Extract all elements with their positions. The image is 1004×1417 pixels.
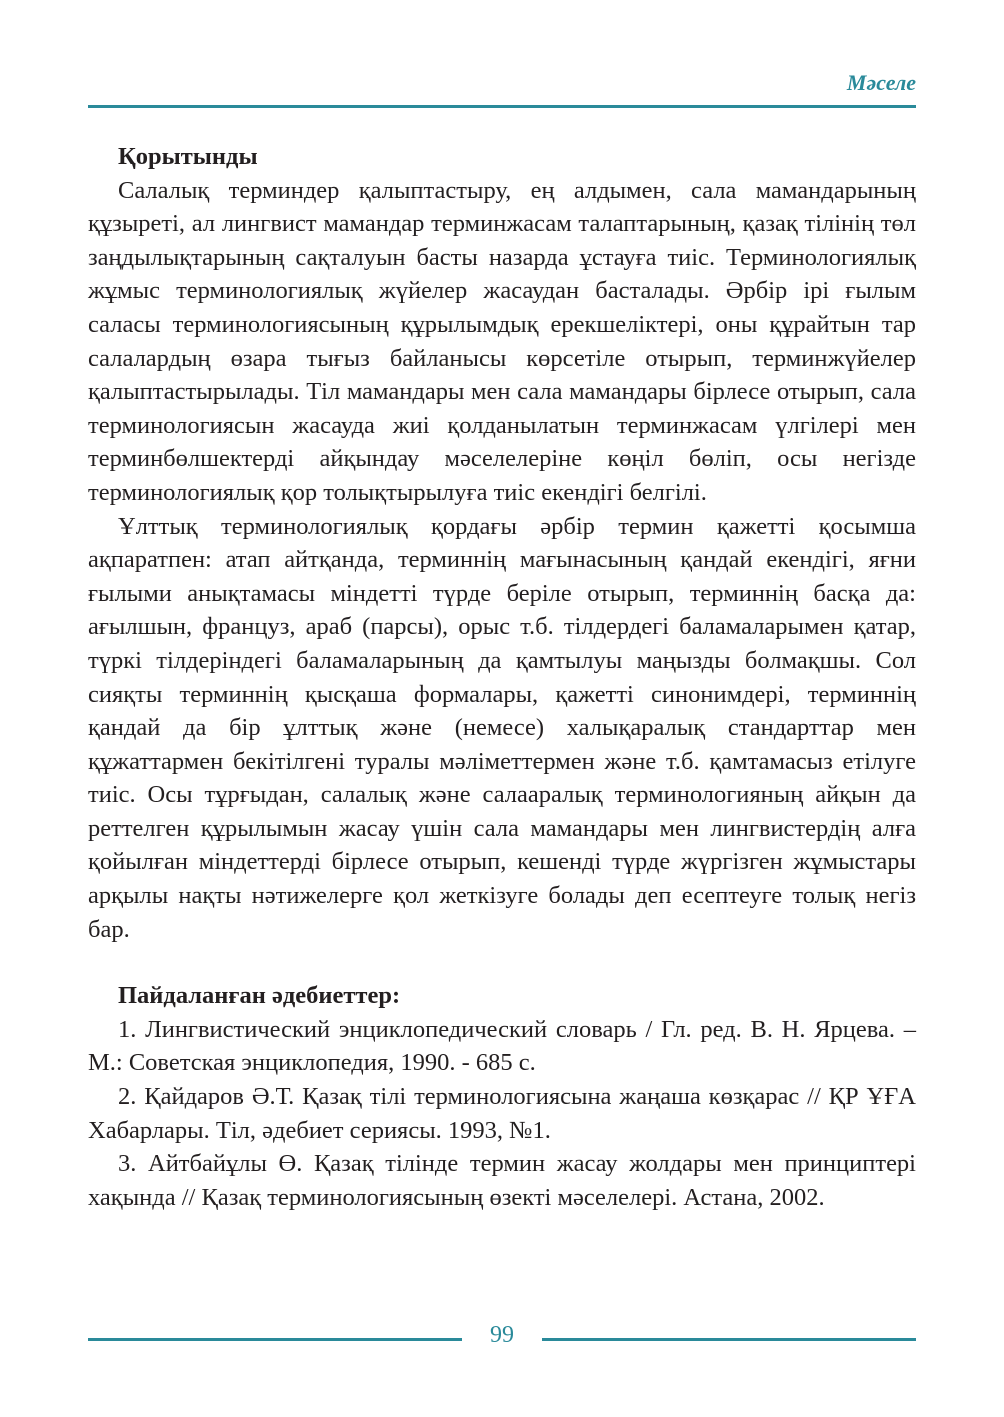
footer-rule-left [88,1338,462,1341]
footer-rule-right [542,1338,916,1341]
references-heading: Пайдаланған әдебиеттер: [118,982,401,1010]
conclusion-paragraph-1: Салалық терминдер қалыптастыру, ең алдымен, сала мамандарының құзыреті, ал лингвист мамандар терминжасам талаптарының, қазақ тілінің төл заңдылықтарының сақталуын басты назарда ұстауға тиіс. Терминологиялық жұмыс терминологиялық жүйелер жасаудан басталады. Әрбір ірі ғылым саласы терминологиясының құрылымдық ерекшеліктері, оны құрайтын тар салалардың өзара тығыз байланысы көрсетіле отырып, терминжүйелер қалыптастырылады. Тіл мамандары мен сала мамандары бірлесе отырып, сала терминологиясын жасауда жиі қолданылатын терминжасам үлгілері мен терминбөлшектерді айқындау мәселелеріне көңіл бөліп, осы негізде терминологиялық қор толықтырылуға тиіс екендігі белгілі. [88,176,916,506]
running-title: Мәселе [846,70,916,95]
page-number: 99 [490,1322,514,1348]
reference-item-3: 3. Айтбайұлы Ө. Қазақ тілінде термин жасау жолдары мен принциптері хақында // Қазақ терминологиясының өзекті мәселелері. Астана, 2002. [88,1150,916,1211]
conclusion-heading: Қорытынды [118,143,258,170]
reference-item-1: 1. Лингвистический энциклопедический словарь / Гл. ред. В. Н. Ярцева. – М.: Советская энциклопедия, 1990. - 685 с. [88,1015,916,1077]
page-footer [88,1322,916,1356]
conclusion-paragraph-2: Ұлттық терминологиялық қордағы әрбір термин қажетті қосымша ақпаратпен: атап айтқанда, терминнің мағынасының қандай екендігі, яғни ғылыми анықтамасы міндетті түрде беріле отырып, терминнің басқа да: ағылшын, француз, араб (парсы), орыс т.б. тілдердегі баламаларымен қатар, түркі тілдеріндегі баламаларының да қамтылуы маңызды болмақшы. Сол сияқты терминнің қысқаша формалары, қажетті синонимдері, терминнің қандай да бір ұлттық және (немесе) халықаралық стандарттар мен құжаттармен бекітілгені туралы мәліметтермен және т.б. қамтамасыз етілуге тиіс. Осы тұрғыдан, салалық және салааралық терминологияның айқын да реттелген құрылымын жасау үшін сала мамандары мен лингвистердің алға қойылған міндеттерді бірлесе отырып, кешенді түрде жүргізген жұмыстары арқылы нақты нәтижелерге қол жеткізуге болады деп есептеуге толық негіз бар. [88,512,916,943]
reference-item-2: 2. Қайдаров Ә.Т. Қазақ тілі терминологиясына жаңаша көзқарас // ҚР ҰҒА Хабарлары. Тіл, әдебиет сериясы. 1993, №1. [88,1083,916,1144]
header-rule [88,105,916,108]
page-body [88,140,916,1214]
